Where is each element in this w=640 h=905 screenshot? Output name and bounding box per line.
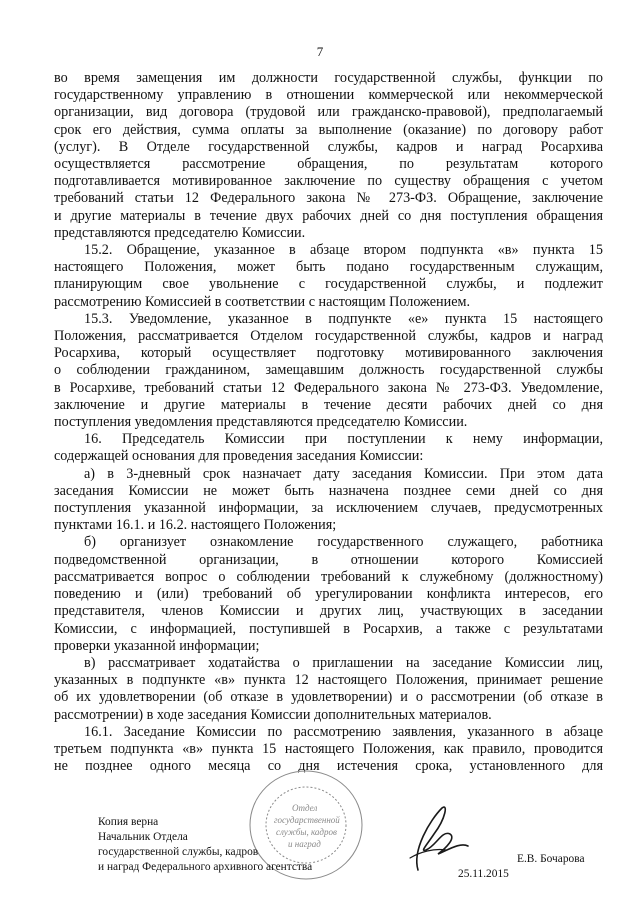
text-line: планирующим свое увольнение с государственной службы, и подлежит [54,276,603,293]
text-line: в Росархиве, требований статьи 12 Федерального закона № 273-ФЗ. Уведомление, [54,379,603,396]
text-line: содержащей основания для проведения заседания Комиссии: [54,448,424,465]
text-line: требований статьи 12 Федерального закона № 273-ФЗ. Обращение, заключение [54,190,603,207]
text-line: не позднее одного месяца со дня истечения срока, установленного для [54,758,603,775]
text-line: осуществляется рассмотрение обращения, по результатам которого [54,156,603,173]
position-line-1: Начальник Отдела [98,831,188,843]
document-body [54,70,603,775]
text-line: государственному управлению в отношении коммерческой или некоммерческой [54,87,603,104]
copy-certified-label: Копия верна [98,816,159,828]
text-line: проверки указанной информации; [54,637,260,654]
text-line: Положения, рассматривается Отделом государственной службы, кадров и наград [54,328,603,345]
text-line: заключение и другие материалы в течение десяти рабочих дней со дня [54,396,603,413]
text-line: 16.1. Заседание Комиссии по рассмотрению заявления, указанного в абзаце [84,723,603,740]
text-line: срок его действия, сумма оплаты за выполнение (оказание) по договору работ [54,121,603,138]
text-line: во время замещения им должности государственной службы, функции по [54,70,603,86]
text-line: об их удовлетворении (об отказе в удовлетворении) и о рассмотрении (об отказе в [54,689,603,706]
position-line-2: государственной службы, кадров [98,846,259,858]
text-line: о соблюдении гражданином, замещавшим должность государственной службы [54,362,603,379]
text-line: указанных в подпункте «в» пункта 12 настоящего Положения, принимает решение [54,672,603,689]
text-line: пунктами 16.1. и 16.2. настоящего Положения; [54,517,337,534]
text-line: б) организует ознакомление государственного служащего, работника [84,534,603,551]
text-line: 16. Председатель Комиссии при поступлении к нему информации, [84,431,603,448]
text-line: в) рассматривает ходатайства о приглашении на заседание Комиссии лиц, [84,654,603,671]
text-line: рассмотрении) в ходе заседания Комиссии дополнительных материалов. [54,706,492,723]
text-line: 15.3. Уведомление, указанное в подпункте «е» пункта 15 настоящего [84,310,603,327]
stamp-text-line4: и наград [288,839,321,849]
footer-certification [98,815,312,875]
text-line: подведомственной организации, в отношении которого Комиссией [54,551,603,568]
text-line: Комиссии, с информацией, поступившей в Росархив, а также с результатами [54,620,603,637]
text-line: настоящего Положения, может быть подано государственным служащим, [54,259,603,276]
text-line: (услуг). В Отделе государственной службы, кадров и наград Росархива [54,138,603,155]
stamp-text-line3: службы, кадров [276,827,337,837]
stamp-text-line1: Отдел [292,803,318,813]
text-line: 15.2. Обращение, указанное в абзаце втором подпункта «в» пункта 15 [84,242,603,259]
text-line: организации, вид договора (трудовой или гражданско-правовой), предполагаемый [54,104,603,121]
signer-name: Е.В. Бочарова [517,853,585,865]
text-line: третьем подпункта «в» пункта 15 настоящего Положения, как правило, проводится [54,740,603,757]
text-line: заседания Комиссии не может быть назначена позднее семи дней со дня [54,482,603,499]
text-line: представляются председателю Комиссии. [54,224,306,241]
text-line: Росархива, который осуществляет подготовку мотивированного заключения [54,345,603,362]
text-line: поступления указанной информации, за исключением случаев, предусмотренных [54,500,603,517]
text-line: рассмотрению Комиссией в соответствии с настоящим Положением. [54,293,471,310]
text-line: рассматривается вопрос о соблюдении требований к служебному (должностному) [54,568,603,585]
text-line: а) в 3-дневный срок назначает дату заседания Комиссии. При этом дата [84,465,603,482]
stamp-text-line2: государственной [274,815,340,825]
page-number: 7 [316,44,324,59]
text-line: представителя, членов Комиссии и других лиц, участвующих в заседании [54,603,603,620]
certification-date: 25.11.2015 [458,868,509,880]
text-line: подготавливается мотивированное заключение по существу обращения с учетом [54,173,603,190]
text-line: и другие материалы в течение двух рабочих дней со дня поступления обращения [54,207,603,224]
text-line: поступления уведомления представляются председателю Комиссии. [54,414,468,431]
text-line: поведению и (или) требований об урегулировании конфликта интересов, его [54,586,603,603]
position-line-3: и наград Федерального архивного агентства [98,861,313,873]
